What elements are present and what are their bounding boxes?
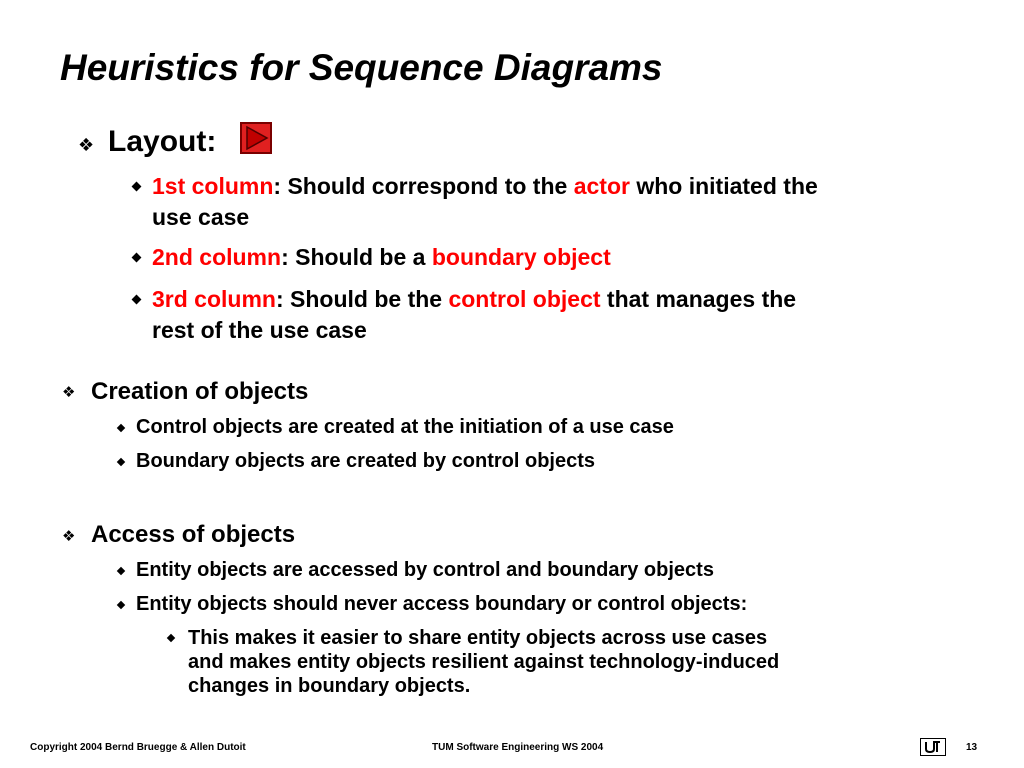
diamond-bullet-icon	[167, 634, 175, 642]
item-text: : Should correspond to the	[273, 173, 574, 199]
layout-heading	[108, 125, 216, 159]
play-icon	[242, 124, 270, 152]
tum-logo-icon	[920, 738, 946, 756]
highlight-boundary-object: boundary object	[431, 244, 611, 270]
layout-item-1	[152, 171, 818, 202]
diamond-bullet-icon	[132, 295, 142, 305]
access-heading: Access of objects	[91, 521, 296, 548]
term-1st-column: 1st column	[152, 173, 274, 199]
item-text: : Should be a	[281, 244, 432, 270]
creation-heading: Creation of objects	[91, 378, 309, 405]
diamond-bullet-icon	[117, 601, 125, 609]
creation-item-2: Boundary objects are created by control objects	[136, 450, 596, 472]
footer-course: TUM Software Engineering WS 2004	[432, 742, 604, 753]
diamond-bullet-icon	[117, 567, 125, 575]
footer-copyright: Copyright 2004 Bernd Bruegge & Allen Dutoit	[30, 742, 246, 753]
highlight-actor: actor	[573, 173, 630, 199]
access-sub-line-3: changes in boundary objects.	[188, 675, 471, 697]
layout-heading-text: Layout:	[108, 125, 217, 158]
term-3rd-column: 3rd column	[152, 286, 276, 312]
diamond-bullet-icon	[117, 458, 125, 466]
access-sub-line-1: This makes it easier to share entity objects across use cases	[188, 627, 768, 649]
page-title: Heuristics for Sequence Diagrams	[60, 47, 663, 88]
access-item-2: Entity objects should never access boundary or control objects:	[136, 593, 748, 615]
creation-item-1: Control objects are created at the initiation of a use case	[136, 416, 674, 438]
layout-item-3	[152, 284, 796, 315]
item-text: : Should be the	[275, 286, 449, 312]
diamond-bullet-icon	[132, 182, 142, 192]
item-text: who initiated the	[629, 173, 818, 199]
layout-item-2	[152, 242, 611, 273]
item-text: that manages the	[600, 286, 797, 312]
diamond-bullet-icon	[132, 253, 142, 263]
term-2nd-column: 2nd column	[152, 244, 282, 270]
layout-item-1-line2: use case	[152, 204, 250, 230]
clover-bullet-icon: ❖	[78, 135, 95, 155]
diamond-bullet-icon	[117, 424, 125, 432]
clover-bullet-icon: ❖	[62, 384, 76, 401]
highlight-control-object: control object	[448, 286, 601, 312]
access-item-1: Entity objects are accessed by control and boundary objects	[136, 559, 714, 581]
page-number: 13	[966, 742, 978, 753]
tum-logo-glyph	[921, 739, 944, 754]
access-sub-line-2: and makes entity objects resilient against technology-induced	[188, 651, 780, 673]
clover-bullet-icon: ❖	[62, 528, 76, 545]
play-button[interactable]	[240, 122, 272, 154]
layout-item-3-line2: rest of the use case	[152, 317, 367, 343]
